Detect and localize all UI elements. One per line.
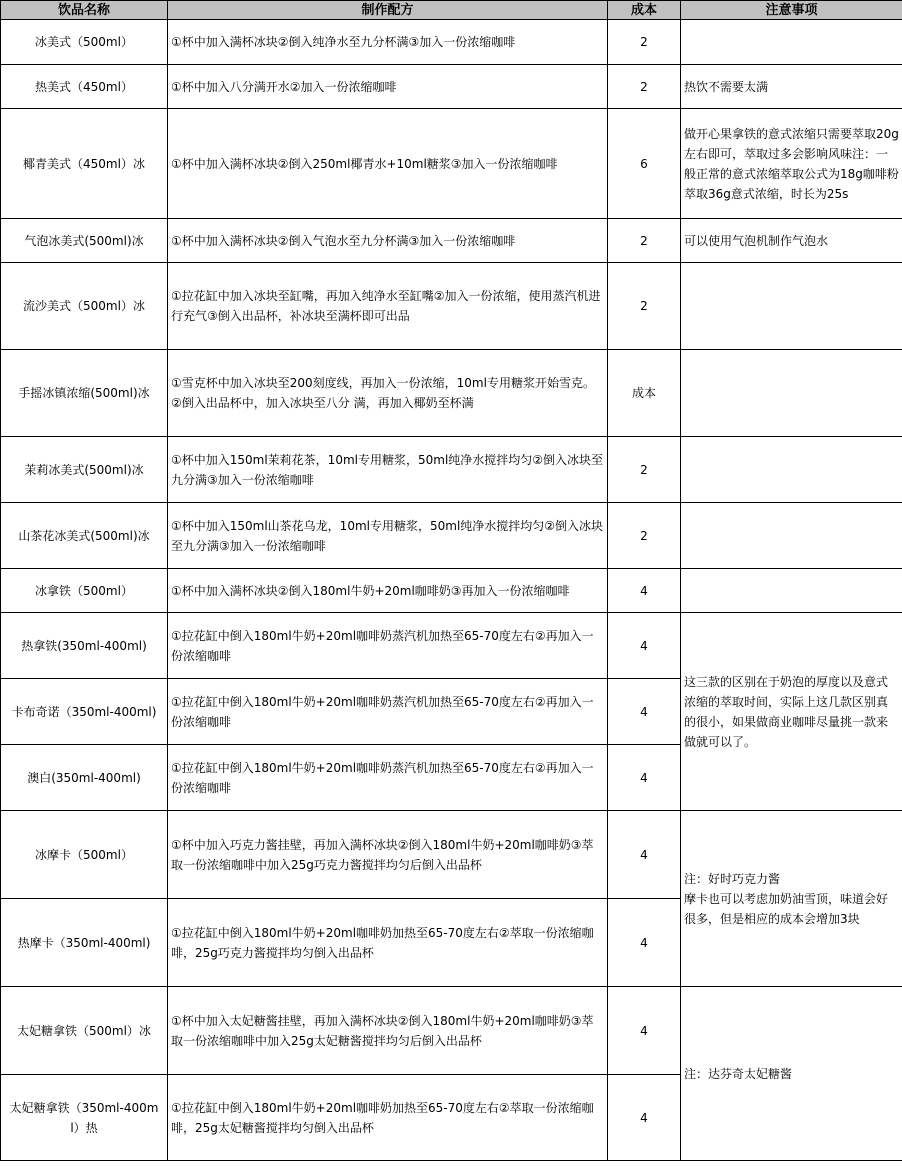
drink-cost: 4 xyxy=(608,613,681,679)
drink-recipe: ①雪克杯中加入冰块至200刻度线，再加入一份浓缩，10ml专用糖浆开始雪克。②倒入出品杯中，加入冰块至八分 满，再加入椰奶至杯满 xyxy=(168,350,608,437)
drink-recipe: ①杯中加入满杯冰块②倒入250ml椰青水+10ml糖浆③加入一份浓缩咖啡 xyxy=(168,109,608,219)
header-note: 注意事项 xyxy=(681,1,902,20)
drink-name: 气泡冰美式(500ml)冰 xyxy=(1,219,168,263)
table-row xyxy=(1,263,902,350)
drink-note xyxy=(681,437,902,503)
drink-note: 可以使用气泡机制作气泡水 xyxy=(681,219,902,263)
header-recipe: 制作配方 xyxy=(168,1,608,20)
table-row xyxy=(1,109,902,219)
drink-recipe: ①杯中加入150ml茉莉花茶，10ml专用糖浆，50ml纯净水搅拌均匀②倒入冰块至九分满③加入一份浓缩咖啡 xyxy=(168,437,608,503)
drink-cost: 4 xyxy=(608,1075,681,1161)
drink-recipe: ①拉花缸中倒入180ml牛奶+20ml咖啡奶加热至65-70度左右②萃取一份浓缩咖啡，25g太妃糖酱搅拌均匀倒入出品杯 xyxy=(168,1075,608,1161)
header-name: 饮品名称 xyxy=(1,1,168,20)
drink-cost: 4 xyxy=(608,745,681,811)
drink-name: 冰美式（500ml） xyxy=(1,20,168,65)
drink-note xyxy=(681,20,902,65)
drink-name: 椰青美式（450ml）冰 xyxy=(1,109,168,219)
drink-recipe: ①拉花缸中倒入180ml牛奶+20ml咖啡奶蒸汽机加热至65-70度左右②再加入一份浓缩咖啡 xyxy=(168,745,608,811)
drink-note: 注：达芬奇太妃糖酱 xyxy=(681,987,902,1161)
drink-recipe: ①拉花缸中倒入180ml牛奶+20ml咖啡奶加热至65-70度左右②萃取一份浓缩咖啡，25g巧克力酱搅拌均匀倒入出品杯 xyxy=(168,899,608,987)
table-row xyxy=(1,987,902,1075)
drink-cost: 2 xyxy=(608,263,681,350)
drink-recipe: ①杯中加入八分满开水②加入一份浓缩咖啡 xyxy=(168,65,608,109)
drink-name: 冰摩卡（500ml） xyxy=(1,811,168,899)
table-row xyxy=(1,65,902,109)
drink-cost: 4 xyxy=(608,811,681,899)
drink-name: 澳白(350ml-400ml) xyxy=(1,745,168,811)
table-row xyxy=(1,219,902,263)
drink-recipe: ①拉花缸中倒入180ml牛奶+20ml咖啡奶蒸汽机加热至65-70度左右②再加入一份浓缩咖啡 xyxy=(168,613,608,679)
drink-cost: 4 xyxy=(608,987,681,1075)
drink-recipe: ①杯中加入满杯冰块②倒入气泡水至九分杯满③加入一份浓缩咖啡 xyxy=(168,219,608,263)
drink-recipe: ①杯中加入太妃糖酱挂壁，再加入满杯冰块②倒入180ml牛奶+20ml咖啡奶③萃取一份浓缩咖啡中加入25g太妃糖酱搅拌均匀后倒入出品杯 xyxy=(168,987,608,1075)
drink-recipe: ①杯中加入满杯冰块②倒入180ml牛奶+20ml咖啡奶③再加入一份浓缩咖啡 xyxy=(168,569,608,613)
table-row xyxy=(1,20,902,65)
drink-note: 这三款的区别在于奶泡的厚度以及意式浓缩的萃取时间，实际上这几款区别真的很小，如果做商业咖啡尽量挑一款来做就可以了。 xyxy=(681,613,902,811)
drink-recipe: ①拉花缸中加入冰块至缸嘴，再加入纯净水至缸嘴②加入一份浓缩，使用蒸汽机进行充气③倒入出品杯，补冰块至满杯即可出品 xyxy=(168,263,608,350)
table-row xyxy=(1,350,902,437)
drink-note: 做开心果拿铁的意式浓缩只需要萃取20g左右即可，萃取过多会影响风味注：一般正常的意式浓缩萃取公式为18g咖啡粉萃取36g意式浓缩，时长为25s xyxy=(681,109,902,219)
drink-recipe: ①杯中加入满杯冰块②倒入纯净水至九分杯满③加入一份浓缩咖啡 xyxy=(168,20,608,65)
drink-cost: 2 xyxy=(608,20,681,65)
drink-cost: 2 xyxy=(608,65,681,109)
drink-cost: 成本 xyxy=(608,350,681,437)
table-row xyxy=(1,569,902,613)
drink-name: 茉莉冰美式(500ml)冰 xyxy=(1,437,168,503)
drink-recipe: ①杯中加入巧克力酱挂壁，再加入满杯冰块②倒入180ml牛奶+20ml咖啡奶③萃取一份浓缩咖啡中加入25g巧克力酱搅拌均匀后倒入出品杯 xyxy=(168,811,608,899)
drink-note xyxy=(681,263,902,350)
drink-name: 冰拿铁（500ml） xyxy=(1,569,168,613)
drink-note xyxy=(681,569,902,613)
header-row xyxy=(1,1,902,20)
drink-name: 太妃糖拿铁（500ml）冰 xyxy=(1,987,168,1075)
drink-cost: 6 xyxy=(608,109,681,219)
drink-cost: 4 xyxy=(608,569,681,613)
drink-recipe: ①拉花缸中倒入180ml牛奶+20ml咖啡奶蒸汽机加热至65-70度左右②再加入一份浓缩咖啡 xyxy=(168,679,608,745)
drink-cost: 4 xyxy=(608,899,681,987)
drink-name: 太妃糖拿铁（350ml-400ml）热 xyxy=(1,1075,168,1161)
drink-note xyxy=(681,811,902,987)
drink-cost: 2 xyxy=(608,503,681,569)
drink-name: 手摇冰镇浓缩(500ml)冰 xyxy=(1,350,168,437)
drink-cost: 2 xyxy=(608,219,681,263)
drink-name: 山茶花冰美式(500ml)冰 xyxy=(1,503,168,569)
drink-name: 流沙美式（500ml）冰 xyxy=(1,263,168,350)
note-line: 注：好时巧克力酱 xyxy=(684,871,781,886)
drink-name: 热拿铁(350ml-400ml) xyxy=(1,613,168,679)
table-row xyxy=(1,503,902,569)
drink-name: 热摩卡（350ml-400ml) xyxy=(1,899,168,987)
table-row xyxy=(1,811,902,899)
drink-cost: 2 xyxy=(608,437,681,503)
header-cost: 成本 xyxy=(608,1,681,20)
drink-name: 卡布奇诺（350ml-400ml) xyxy=(1,679,168,745)
drink-note xyxy=(681,503,902,569)
drink-note: 热饮不需要太满 xyxy=(681,65,902,109)
drink-note xyxy=(681,350,902,437)
drink-cost: 4 xyxy=(608,679,681,745)
drink-name: 热美式（450ml） xyxy=(1,65,168,109)
note-line: 摩卡也可以考虑加奶油雪顶，味道会好很多，但是相应的成本会增加3块 xyxy=(684,891,889,926)
drink-recipe: ①杯中加入150ml山茶花乌龙，10ml专用糖浆，50ml纯净水搅拌均匀②倒入冰块至九分满③加入一份浓缩咖啡 xyxy=(168,503,608,569)
table-row xyxy=(1,613,902,679)
table-row xyxy=(1,437,902,503)
